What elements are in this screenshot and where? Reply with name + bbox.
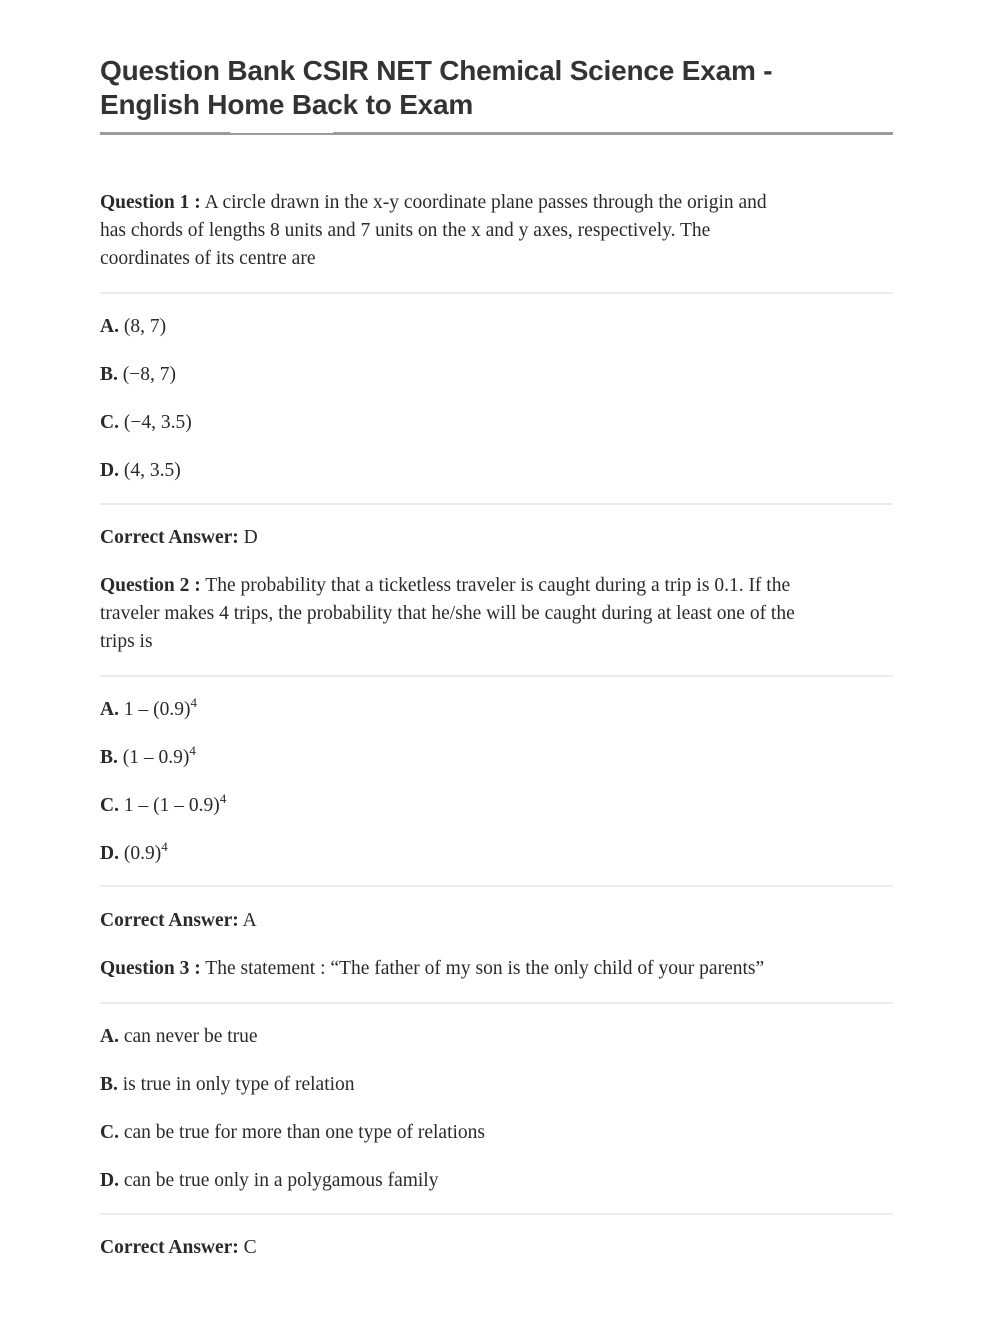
title-divider-notch — [230, 132, 333, 133]
question-label: Question 3 : — [100, 958, 201, 979]
options-divider — [100, 503, 893, 505]
page-title-line-1: Question Bank CSIR NET Chemical Science Exam - — [100, 55, 773, 86]
question-text: Question 2 : The probability that a ticketless traveler is caught during a trip is 0.1. If the traveler makes 4 trips, the probability that he/she will be caught during at least one of the trips is — [100, 575, 795, 652]
option-b[interactable]: B. (1 – 0.9)$^4$ — [100, 742, 196, 768]
option-d[interactable]: D. can be true only in a polygamous family — [100, 1170, 439, 1191]
correct-answer — [100, 1234, 893, 1262]
question-label: Question 1 : — [100, 192, 201, 213]
options-divider — [100, 1213, 893, 1215]
option-a[interactable]: A. $1 - (0.9)^4$ — [100, 694, 197, 720]
option-b[interactable]: B. is true in only type of relation — [100, 1074, 355, 1095]
question-text: Question 3 : The statement : “The father of my son is the only child of your parents” — [100, 958, 765, 979]
option-c[interactable]: C. (−4, 3.5) — [100, 412, 192, 433]
options-divider — [100, 885, 893, 887]
option-c[interactable]: C. can be true for more than one type of relations — [100, 1122, 485, 1143]
answer-value: C — [243, 1237, 257, 1258]
question-divider — [100, 675, 893, 677]
page-header — [100, 54, 893, 135]
correct-answer — [100, 524, 893, 552]
answer-label: Correct Answer: — [100, 1237, 239, 1258]
question-label: Question 2 : — [100, 575, 201, 596]
option-a[interactable]: A. can never be true — [100, 1026, 258, 1047]
answer-value: D — [243, 527, 258, 548]
question-2 — [100, 572, 893, 656]
answer-value: A — [242, 910, 257, 931]
question-divider — [100, 1002, 893, 1004]
page-title-line-2: English Home Back to Exam — [100, 89, 474, 120]
question-text: Question 1 : A circle drawn in the x-y coordinate plane passes through the origin and has chords of lengths 8 units and 7 units on the x and y axes, respectively. The coordinates of its centre are — [100, 192, 767, 269]
option-d[interactable]: D. (4, 3.5) — [100, 460, 181, 481]
answer-label: Correct Answer: — [100, 910, 239, 931]
option-b[interactable]: B. (−8, 7) — [100, 364, 177, 385]
question-1 — [100, 189, 893, 273]
options-list — [100, 696, 893, 888]
page-title — [100, 54, 893, 122]
question-divider — [100, 292, 893, 294]
question-3 — [100, 955, 893, 983]
answer-label: Correct Answer: — [100, 527, 239, 548]
title-divider — [100, 132, 893, 135]
correct-answer — [100, 907, 893, 935]
option-d[interactable]: D. $(0.9)^4$ — [100, 838, 168, 864]
option-c[interactable]: C. 1 – (1 – 0.9)$^4$ — [100, 790, 227, 816]
option-a[interactable]: A. (8, 7) — [100, 316, 167, 337]
options-list — [100, 313, 893, 505]
options-list — [100, 1023, 893, 1215]
